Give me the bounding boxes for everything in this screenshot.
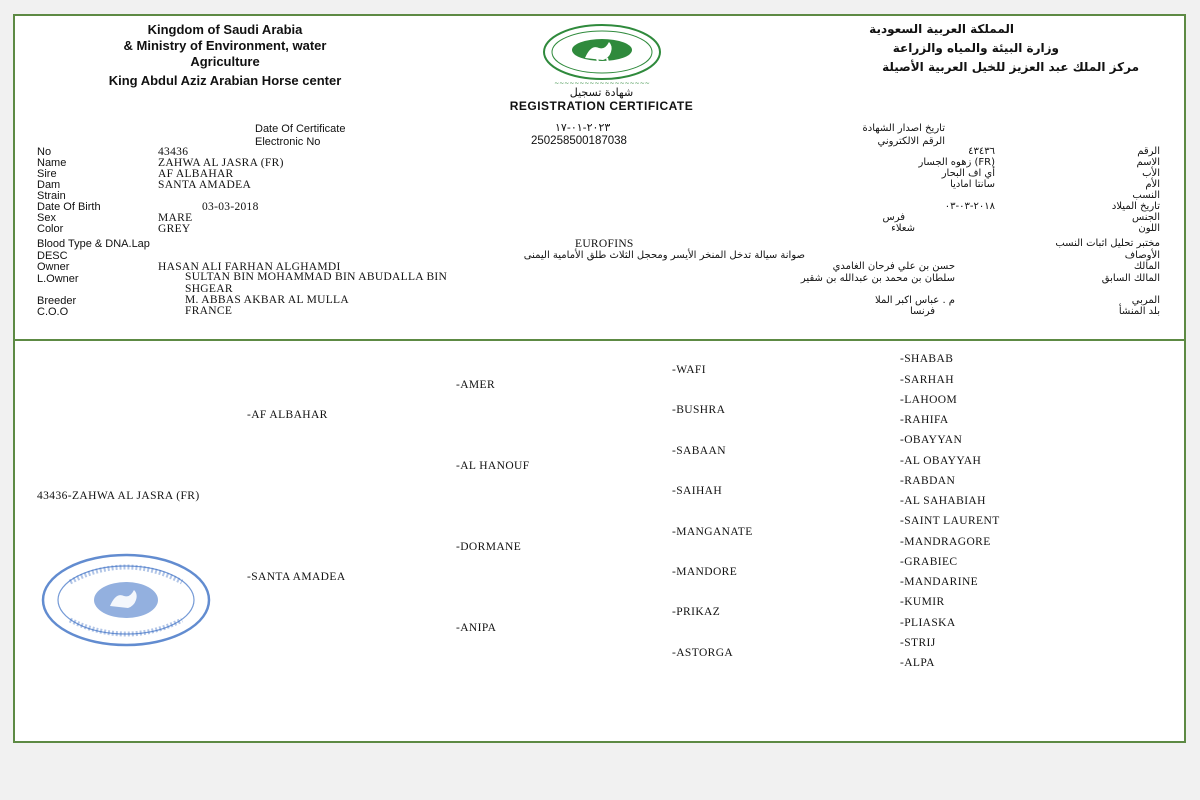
pedigree-gen3-item: -WAFI (672, 364, 706, 376)
pedigree-gen1-dam: -SANTA AMADEA (247, 571, 346, 583)
pedigree-gen4-item: -SAINT LAURENT (900, 515, 1000, 527)
field-label-sire: Sire (37, 168, 57, 180)
field-arlabel-dam: الأم (1145, 179, 1160, 190)
certificate-sheet (13, 14, 1186, 743)
field-value-coo: FRANCE (185, 305, 233, 317)
field-arvalue-color: شعلاء (891, 223, 915, 234)
field-value-sire: AF ALBAHAR (158, 168, 234, 180)
field-arlabel-breeder: المربي (1131, 295, 1160, 306)
date-of-certificate-label: Date Of Certificate (255, 123, 346, 135)
header-en-line3: Agriculture (190, 54, 260, 69)
header-en-line1: Kingdom of Saudi Arabia (147, 22, 303, 37)
header-ar-line3: مركز الملك عبد العزيز للخيل العربية الأصيلة (882, 60, 1139, 74)
header-ar-line1: المملكة العربية السعودية (869, 22, 1014, 36)
pedigree-gen4-item: -AL OBAYYAH (900, 455, 982, 467)
title-english: REGISTRATION CERTIFICATE (509, 99, 694, 113)
official-seal-stamp-icon (40, 552, 212, 648)
field-label-lowner: L.Owner (37, 273, 79, 285)
pedigree-gen3-item: -BUSHRA (672, 404, 726, 416)
field-arlabel-lowner: المالك السابق (1101, 273, 1160, 284)
field-arlabel-blood-type: مختبر تحليل اثبات النسب (1055, 238, 1160, 249)
header-en-line2: & Ministry of Environment, water (123, 38, 327, 53)
field-label-color: Color (37, 223, 64, 235)
field-arvalue-dam: سانتا اماديا (950, 179, 995, 190)
field-label-dob: Date Of Birth (37, 201, 101, 213)
field-arlabel-sire: الأب (1142, 168, 1160, 179)
pedigree-gen4-item: -LAHOOM (900, 394, 958, 406)
field-label-desc: DESC (37, 250, 68, 262)
field-arlabel-name: الاسم (1136, 157, 1160, 168)
electronic-no-value: 250258500187038 (531, 135, 627, 147)
field-label-blood-type: Blood Type & DNA.Lap (37, 238, 150, 250)
field-label-owner: Owner (37, 261, 70, 273)
field-value-blood-type: EUROFINS (575, 238, 634, 250)
field-arlabel-owner: المالك (1133, 261, 1160, 272)
pedigree-gen4-item: -SARHAH (900, 374, 954, 386)
pedigree-gen3-item: -ASTORGA (672, 647, 734, 659)
field-arlabel-no: الرقم (1137, 146, 1160, 157)
field-arlabel-color: اللون (1138, 223, 1160, 234)
pedigree-gen1-sire: -AF ALBAHAR (247, 409, 328, 421)
electronic-no-label: Electronic No (255, 136, 321, 148)
svg-text:~~~~~~~~~~~~~~~~~~~: ~~~~~~~~~~~~~~~~~~~ (554, 80, 650, 87)
pedigree-gen4-item: -KUMIR (900, 596, 945, 608)
field-arvalue-lowner: سلطان بن محمد بن عبدالله بن شقير (800, 273, 955, 284)
field-value-no: 43436 (158, 146, 189, 158)
pedigree-gen4-item: -MANDARINE (900, 576, 979, 588)
field-value-desc: صوانة سيالة تدخل المنخر الأيسر ومحجل الثلاث طلق الأمامية اليمنى (523, 250, 805, 261)
pedigree-gen3-item: -SAIHAH (672, 485, 723, 497)
field-value-lowner: SULTAN BIN MOHAMMAD BIN ABUDALLA BIN (185, 271, 448, 283)
field-arvalue-no: ٤٣٤٣٦ (968, 146, 995, 157)
pedigree-gen4-item: -ALPA (900, 657, 935, 669)
header-ar-line2: وزارة البيئة والمياه والزراعة (892, 41, 1059, 55)
field-arlabel-strain: النسب (1132, 190, 1160, 201)
field-label-sex: Sex (37, 212, 56, 224)
horse-palm-emblem-icon (527, 22, 677, 88)
field-value-breeder: M. ABBAS AKBAR AL MULLA (185, 294, 349, 306)
pedigree-gen4-item: -RABDAN (900, 475, 956, 487)
electronic-no-label-ar: الرقم الالكتروني (877, 136, 945, 147)
field-label-strain: Strain (37, 190, 66, 202)
pedigree-gen3-item: -PRIKAZ (672, 606, 721, 618)
field-value-dam: SANTA AMADEA (158, 179, 252, 191)
pedigree-gen3-item: -MANGANATE (672, 526, 753, 538)
field-arvalue-dob: ٢٠١٨-٠٣-٠٣ (944, 201, 995, 212)
header-en-line4: King Abdul Aziz Arabian Horse center (108, 73, 342, 88)
pedigree-gen4-item: -SHABAB (900, 353, 954, 365)
field-arlabel-dob: تاريخ الميلاد (1111, 201, 1160, 212)
pedigree-horse: 43436-ZAHWA AL JASRA (FR) (37, 490, 200, 502)
field-arvalue-coo: فرنسا (909, 306, 935, 317)
pedigree-gen2-item: -DORMANE (456, 541, 522, 553)
field-value-lowner-line2: SHGEAR (185, 283, 233, 295)
field-value-sex: MARE (158, 212, 193, 224)
field-value-color: GREY (158, 223, 191, 235)
pedigree-gen4-item: -RAHIFA (900, 414, 949, 426)
pedigree-gen4-item: -OBAYYAN (900, 434, 963, 446)
header-english (55, 22, 395, 89)
field-arvalue-breeder: م . عباس اكبر الملا (875, 295, 955, 306)
field-arvalue-sex: فرس (882, 212, 905, 223)
header-arabic (769, 20, 1139, 77)
pedigree-gen4-item: -MANDRAGORE (900, 536, 991, 548)
field-value-dob: 03-03-2018 (202, 201, 259, 213)
pedigree-tree (15, 342, 1188, 742)
section-divider (15, 339, 1184, 341)
pedigree-gen4-item: -GRABIEC (900, 556, 958, 568)
pedigree-gen2-item: -ANIPA (456, 622, 497, 634)
field-arlabel-sex: الجنس (1131, 212, 1160, 223)
field-label-coo: C.O.O (37, 306, 69, 318)
field-label-no: No (37, 146, 52, 158)
date-of-certificate-value: ٢٠٢٣-٠١-١٧ (555, 121, 611, 134)
pedigree-gen2-item: -AMER (456, 379, 496, 391)
field-arvalue-owner: حسن بن علي فرحان الغامدي (832, 261, 955, 272)
field-arlabel-desc: الأوصاف (1124, 250, 1160, 261)
pedigree-gen3-item: -MANDORE (672, 566, 738, 578)
field-label-dam: Dam (37, 179, 61, 191)
field-label-breeder: Breeder (37, 295, 77, 307)
field-arlabel-coo: بلد المنشأ (1118, 306, 1160, 317)
pedigree-gen4-item: -STRIJ (900, 637, 936, 649)
pedigree-gen4-item: -PLIASKA (900, 617, 956, 629)
field-value-name: ZAHWA AL JASRA (FR) (158, 157, 284, 169)
title-arabic: شهادة تسجيل (569, 86, 634, 99)
date-of-certificate-label-ar: تاريخ اصدار الشهادة (862, 123, 945, 134)
pedigree-gen2-item: -AL HANOUF (456, 460, 530, 472)
field-arvalue-sire: أي اف البحار (941, 168, 995, 179)
field-arvalue-name: (FR) زهوه الجسار (918, 157, 995, 168)
pedigree-gen3-item: -SABAAN (672, 445, 726, 457)
pedigree-gen4-item: -AL SAHABIAH (900, 495, 986, 507)
field-value-owner: HASAN ALI FARHAN ALGHAMDI (158, 261, 341, 273)
fields-table (15, 146, 1188, 321)
field-label-name: Name (37, 157, 67, 169)
